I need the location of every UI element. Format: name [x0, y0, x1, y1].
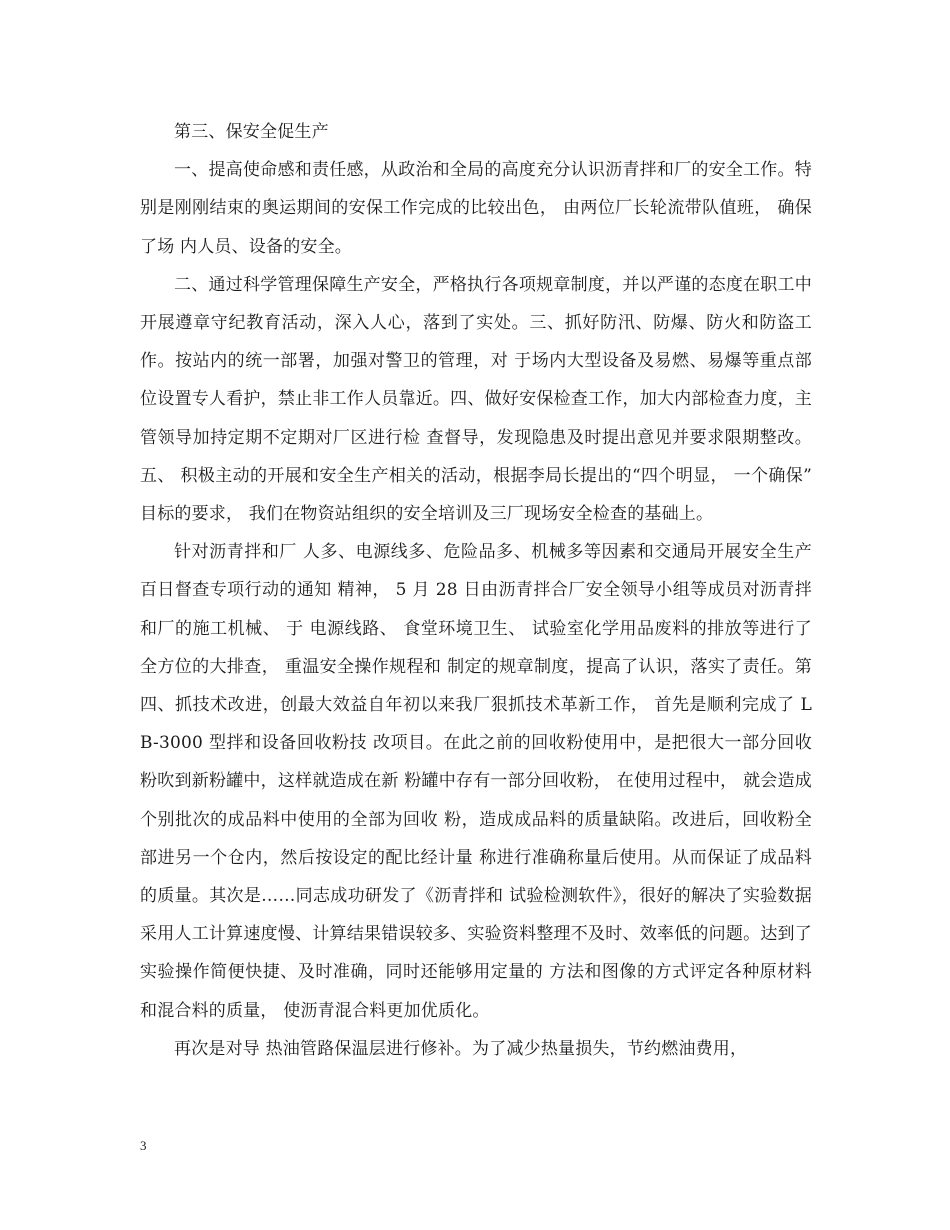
paragraph-4: 再次是对导 热油管路保温层进行修补。为了减少热量损失，节约燃油费用， — [174, 1038, 748, 1059]
paragraph-3: 针对沥青拌和厂 人多、电源线多、危险品多、机械多等因素和交通局开展安全生产百日督查专项行动的通知 精神， 5 月 28 日由沥青拌合厂安全领导小组等成员对沥青拌和厂的施工机械、 于 电源线路、 食堂环境卫生、 试验室化学用品废料的排放等进行了全方位的大排查， 重温安全操作规程和 制定的规章制度，提高了认识，落实了责任。第四、抓技术改进，创最大效益自年初以来我厂狠抓技术革新工作， 首先是顺利完成了 L B-3000 型拌和设备回收粉技 改项目。在此之前的回收粉使用中，是把很大一部分回收粉吹到新粉罐中，这样就造成在新 粉罐中存有一部分回收粉， 在使用过程中， 就会造成个别批次的成品料中使用的全部为回收 粉，造成成品料的质量缺陷。改进后，回收粉全部进另一个仓内，然后按设定的配比经计量 称进行准确称量后使用。从而保证了成品料的质量。其次是……同志成功研发了《沥青拌和 试验检测软件》，很好的解决了实验数据采用人工计算速度慢、计算结果错误较多、实验资料整理不及时、效率低的问题。达到了实验操作简便快捷、及时准确，同时还能够用定量的 方法和图像的方式评定各种原材料和混合料的质量， 使沥青混合料更加优质化。 — [140, 542, 812, 1021]
paragraph-2: 二、通过科学管理保障生产安全，严格执行各项规章制度，并以严谨的态度在职工中 开展遵章守纪教育活动，深入人心，落到了实处。三、抓好防汛、防爆、防火和防盗工作。按站内的统一部署，加强对警卫的管理，对 于场内大型设备及易燃、易爆等重点部位设置专人看护，禁止非工作人员靠近。四、做好安保检查工作，加大内部检查力度，主管领导加持定期不定期对厂区进行检 查督导，发现隐患及时提出意见并要求限期整改。五、 积极主动的开展和安全生产相关的活动，根据李局长提出的“四个明显， 一个确保” 目标的要求， 我们在物资站组织的安全培训及三厂现场安全检查的基础上。 — [140, 274, 812, 525]
section-heading: 第三、保安全促生产 — [174, 122, 329, 142]
document-body — [140, 113, 812, 1068]
paragraph-1: 一、提高使命感和责任感，从政治和全局的高度充分认识沥青拌和厂的安全工作。特别是刚刚结束的奥运期间的安保工作完成的比较出色， 由两位厂长轮流带队值班， 确保了场 内人员、设备的安全。 — [140, 160, 812, 257]
page-number: 3 — [140, 1138, 147, 1153]
